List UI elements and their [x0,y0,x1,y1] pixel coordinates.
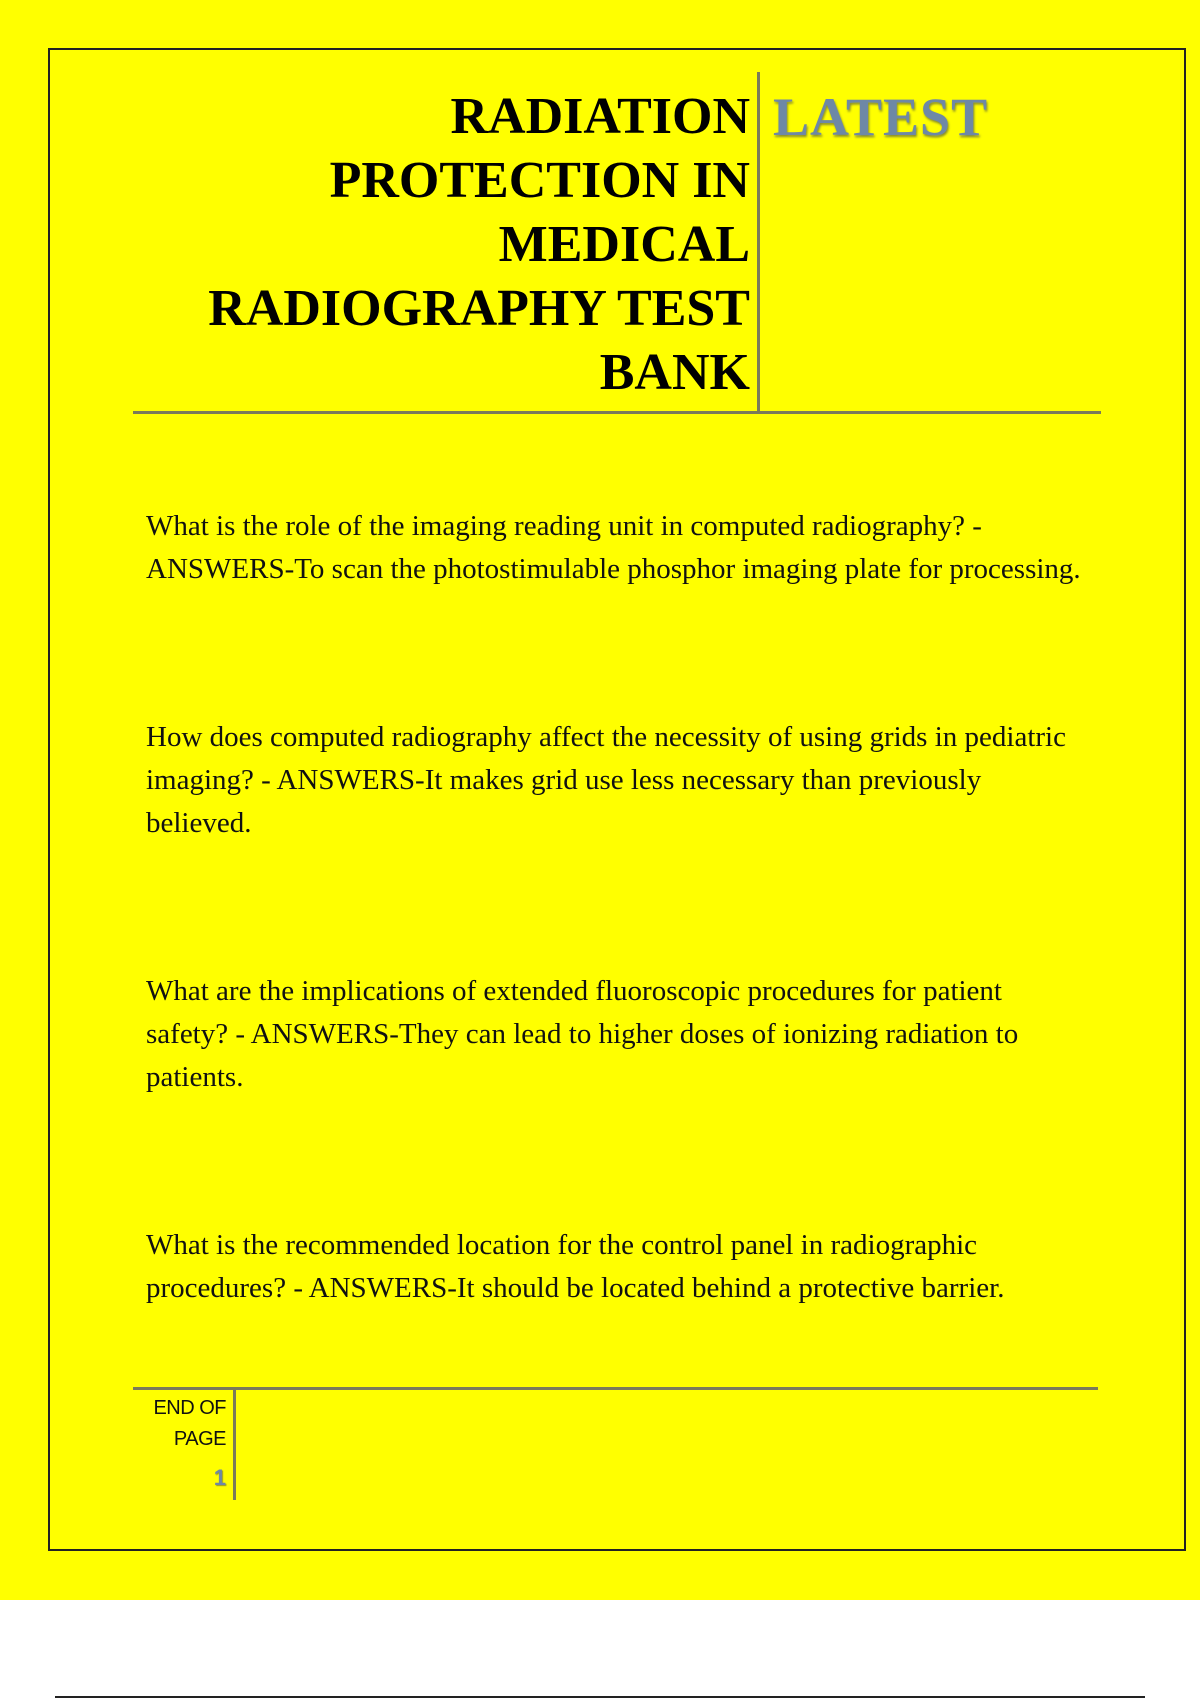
question-list [146,505,1086,1435]
footer-horizontal-rule [133,1387,1098,1390]
question-answer-item: What is the recommended location for the control panel in radiographic procedures? - ANSWERS-It should be located behind a protective barrier. [146,1229,1005,1304]
title-vertical-divider [757,72,760,412]
page-number: 1 [213,1465,226,1490]
latest-tag: LATEST [773,87,989,147]
question-answer-item: How does computed radiography affect the necessity of using grids in pediatric imaging? - ANSWERS-It makes grid use less necessary than previously believed. [146,721,1066,839]
footer-vertical-divider [233,1390,236,1500]
title-horizontal-rule [133,411,1101,414]
document-title: RADIATION PROTECTION IN MEDICAL RADIOGRAPHY TEST BANK [208,88,750,401]
end-of-page-label: END OF PAGE [153,1397,226,1450]
question-answer-item: What is the role of the imaging reading unit in computed radiography? - ANSWERS-To scan the photostimulable phosphor imaging plate for processing. [146,510,1081,585]
question-answer-item: What are the implications of extended fluoroscopic procedures for patient safety? - ANSWERS-They can lead to higher doses of ionizing radiation to patients. [146,975,1019,1093]
next-page-top-rule [55,1696,1145,1698]
